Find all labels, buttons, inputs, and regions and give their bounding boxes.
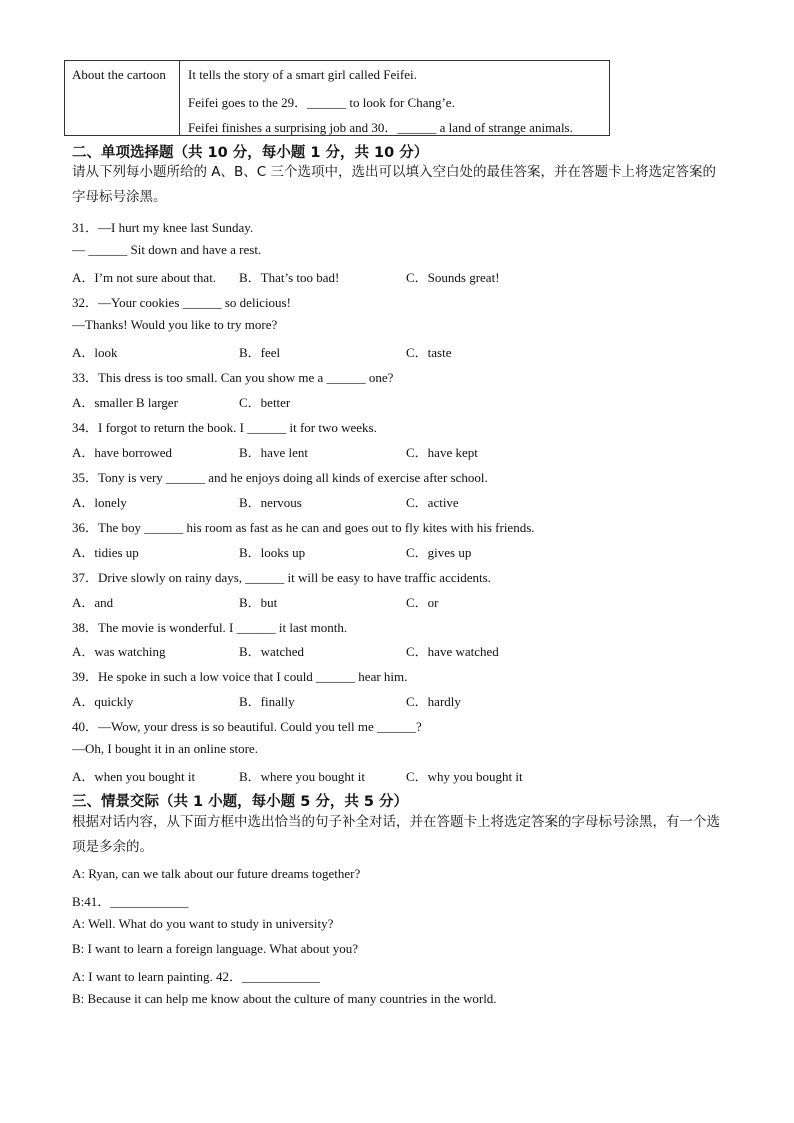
dialogue-line: B:41．____________ <box>72 894 189 909</box>
question-stem: 36．The boy ______ his room as fast as he can and goes out to fly kites with his friends. <box>72 520 535 535</box>
option-c: C．active <box>406 495 459 510</box>
table-content <box>180 61 609 135</box>
option-a: A．lonely <box>72 495 127 510</box>
option-c: C．better <box>239 395 291 410</box>
option-a: A．and <box>72 595 114 610</box>
dialogue-line: B: I want to learn a foreign language. What about you? <box>72 941 359 956</box>
dialogue-line: B: Because it can help me know about the culture of many countries in the world. <box>72 991 497 1006</box>
question-stem: 35．Tony is very ______ and he enjoys doing all kinds of exercise after school. <box>72 470 488 485</box>
option-b: B．watched <box>239 644 304 659</box>
option-c: C．gives up <box>406 545 472 560</box>
option-a: A．quickly <box>72 694 134 709</box>
option-a: A．when you bought it <box>72 769 196 784</box>
option-a: A．look <box>72 345 118 360</box>
section-3-instruction: 根据对话内容，从下面方框中选出恰当的句子补全对话，并在答题卡上将选定答案的字母标号涂黑，有一个选项是多余的。 <box>72 814 720 855</box>
option-b: B．have lent <box>239 445 308 460</box>
option-b: B．looks up <box>239 545 306 560</box>
dialogue-line: A: Ryan, can we talk about our future dreams together? <box>72 866 361 881</box>
option-c: C．taste <box>406 345 452 360</box>
option-b: B．but <box>239 595 278 610</box>
option-a: A．tidies up <box>72 545 139 560</box>
question-stem: — ______ Sit down and have a rest. <box>72 242 262 257</box>
table-row: Feifei goes to the 29．______ to look for Chang’e. <box>188 95 455 110</box>
option-a: A．smaller B larger <box>72 395 178 410</box>
dialogue-line: A: Well. What do you want to study in university? <box>72 916 334 931</box>
question-stem: —Oh, I bought it in an online store. <box>72 741 258 756</box>
option-b: B．That’s too bad! <box>239 270 340 285</box>
option-a: A．have borrowed <box>72 445 172 460</box>
option-b: B．nervous <box>239 495 302 510</box>
option-b: B．where you bought it <box>239 769 366 784</box>
option-c: C．hardly <box>406 694 461 709</box>
section-3-title: 三、情景交际（共 1 小题，每小题 5 分，共 5 分） <box>72 794 409 810</box>
question-stem: 32．—Your cookies ______ so delicious! <box>72 295 291 310</box>
table-row: Feifei finishes a surprising job and 30．______ a land of strange animals. <box>188 120 573 135</box>
question-stem: 37．Drive slowly on rainy days, ______ it will be easy to have traffic accidents. <box>72 570 491 585</box>
question-stem: 33．This dress is too small. Can you show me a ______ one? <box>72 370 394 385</box>
question-stem: 38．The movie is wonderful. I ______ it last month. <box>72 620 348 635</box>
question-stem: 34．I forgot to return the book. I ______ it for two weeks. <box>72 420 377 435</box>
cartoon-info-table <box>64 60 610 136</box>
question-stem: —Thanks! Would you like to try more? <box>72 317 278 332</box>
table-row: It tells the story of a smart girl called Feifei. <box>188 67 417 82</box>
section-2-title: 二、单项选择题（共 10 分，每小题 1 分，共 10 分） <box>72 145 429 161</box>
question-stem: 31．—I hurt my knee last Sunday. <box>72 220 254 235</box>
option-c: C．why you bought it <box>406 769 523 784</box>
table-row-header: About the cartoon <box>65 61 180 135</box>
option-c: C．or <box>406 595 439 610</box>
section-2-instruction: 请从下列每小题所给的 A、B、C 三个选项中，选出可以填入空白处的最佳答案，并在答题卡上将选定答案的字母标号涂黑。 <box>72 164 717 205</box>
option-c: C．have watched <box>406 644 499 659</box>
option-b: B．feel <box>239 345 281 360</box>
option-b: B．finally <box>239 694 295 709</box>
question-stem: 40．—Wow, your dress is so beautiful. Could you tell me ______? <box>72 719 422 734</box>
option-a: A．I’m not sure about that. <box>72 270 217 285</box>
option-a: A．was watching <box>72 644 166 659</box>
option-c: C．have kept <box>406 445 478 460</box>
question-stem: 39．He spoke in such a low voice that I could ______ hear him. <box>72 669 408 684</box>
dialogue-line: A: I want to learn painting. 42．____________ <box>72 969 321 984</box>
option-c: C．Sounds great! <box>406 270 500 285</box>
